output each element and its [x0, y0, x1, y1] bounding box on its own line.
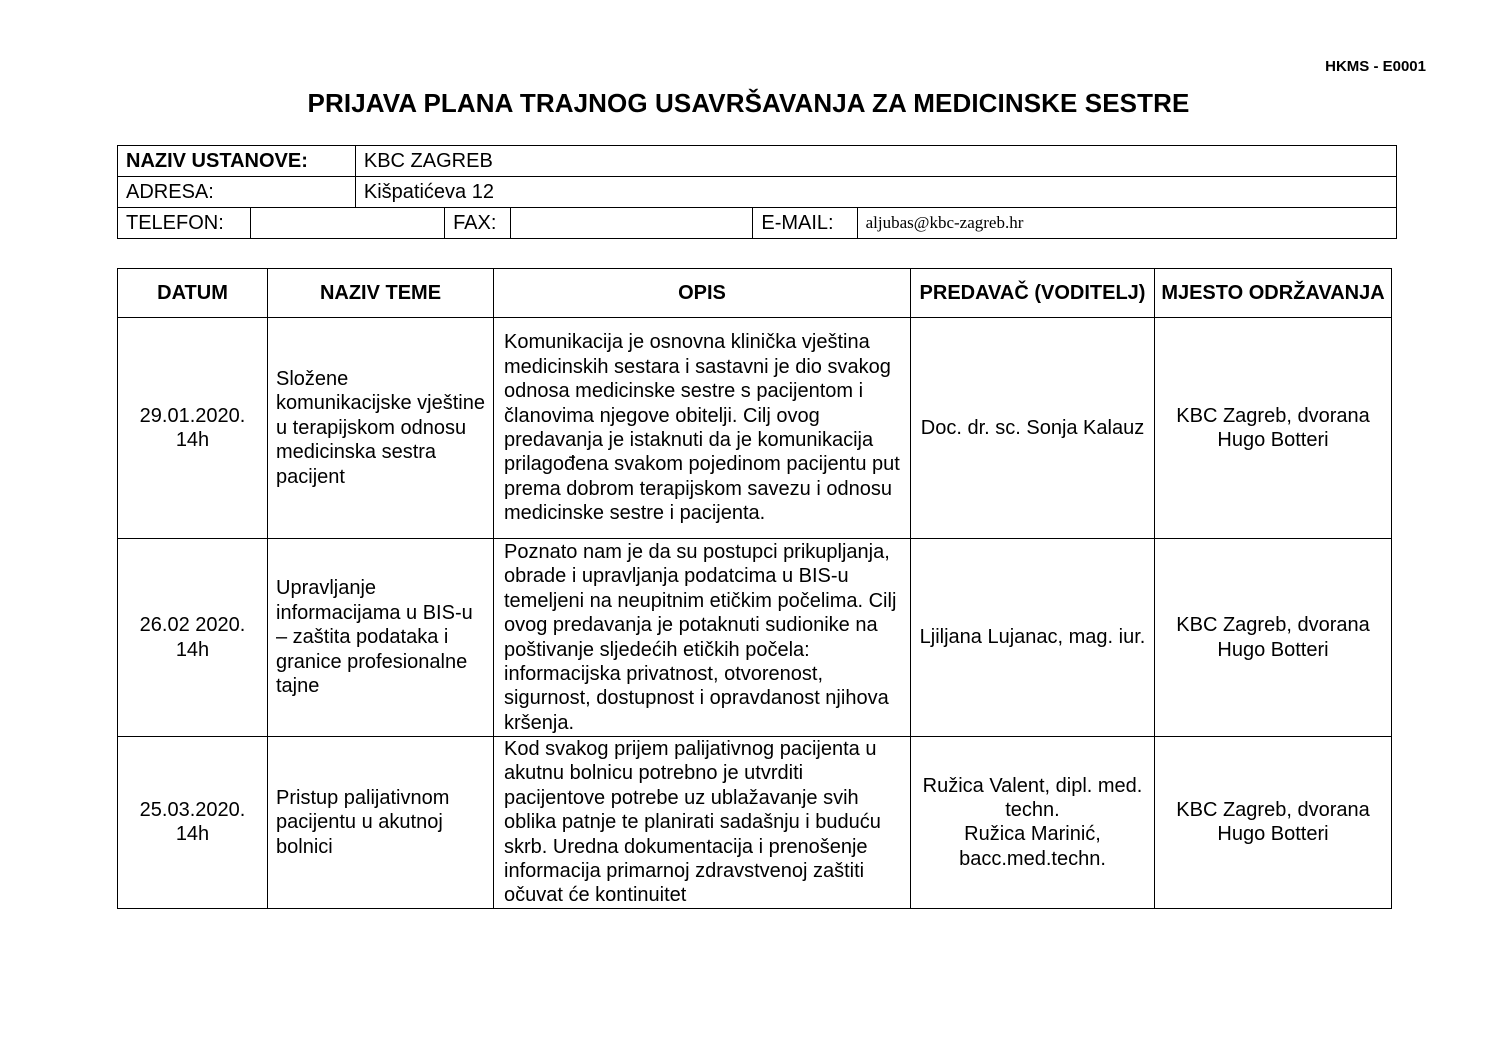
page-title: PRIJAVA PLANA TRAJNOG USAVRŠAVANJA ZA MEDICINSKE SESTRE [307, 88, 1190, 118]
institution-name-value: KBC ZAGREB [355, 146, 1396, 177]
plan-header-row [118, 269, 1392, 318]
lecturer-name: Ružica Marinić, bacc.med.techn. [959, 823, 1106, 870]
description-cell: Kod svakog prijem palijativnog pacijenta u akutnu bolnicu potrebno je utvrditi pacijentove potrebe uz ublažavanje svih oblika patnje te planirati sadašnju i buduću skrb. Uredna dokumentacija i prenošenje informacija primarnoj zdravstvenoj zaštiti očuvat će kontinuitet [494, 737, 911, 909]
education-plan-table [117, 268, 1392, 909]
table-row [118, 539, 1392, 737]
time-text: 14h [175, 638, 210, 661]
lecturer-cell [911, 539, 1155, 737]
institution-address-row [118, 177, 1397, 208]
lecturer-name: Doc. dr. sc. Sonja Kalauz [920, 416, 1145, 439]
table-row [118, 318, 1392, 539]
description-cell: Komunikacija je osnovna klinička vještina medicinskih sestara i sastavni je dio svakog odnosa medicinske sestre s pacijentom i članovima njegove obitelji. Cilj ovog predavanja je istaknuti da je komunikacija prilagođena svakom pojedinom pacijentu put prema dobrom terapijskom savezu i odnosu medicinske sestre i pacijenta. [494, 318, 911, 539]
table-row [118, 737, 1392, 909]
location-cell: KBC Zagreb, dvorana Hugo Botteri [1155, 539, 1392, 737]
institution-address-value: Kišpatićeva 12 [355, 177, 1396, 208]
institution-info-table [117, 145, 1397, 239]
date-cell [118, 539, 268, 737]
institution-name-row [118, 146, 1397, 177]
institution-name-label: NAZIV USTANOVE: [118, 146, 356, 177]
lecturer-cell [911, 318, 1155, 539]
header-location: MJESTO ODRŽAVANJA [1155, 269, 1392, 318]
document-code: HKMS - E0001 [1325, 58, 1426, 75]
date-text: 25.03.2020. [139, 799, 246, 822]
topic-cell: Složene komunikacijske vještine u terapijskom odnosu medicinska sestra pacijent [268, 318, 494, 539]
institution-address-label: ADRESA: [118, 177, 356, 208]
email-value: aljubas@kbc-zagreb.hr [857, 208, 1396, 239]
lecturer-cell [911, 737, 1155, 909]
header-description: OPIS [494, 269, 911, 318]
fax-value [510, 208, 752, 239]
time-text: 14h [175, 429, 210, 451]
phone-value [251, 208, 445, 239]
phone-label: TELEFON: [118, 208, 251, 239]
time-text: 14h [175, 823, 210, 846]
email-label: E-MAIL: [753, 208, 857, 239]
institution-contact-row [118, 208, 1397, 239]
header-lecturer: PREDAVAČ (VODITELJ) [911, 269, 1155, 318]
location-cell: KBC Zagreb, dvorana Hugo Botteri [1155, 318, 1392, 539]
fax-label: FAX: [445, 208, 511, 239]
header-date: DATUM [118, 269, 268, 318]
lecturer-name: Ružica Valent, dipl. med. techn. [922, 774, 1143, 822]
location-cell: KBC Zagreb, dvorana Hugo Botteri [1155, 737, 1392, 909]
date-text: 26.02 2020. [139, 614, 246, 637]
header-topic: NAZIV TEME [268, 269, 494, 318]
date-cell [118, 737, 268, 909]
description-cell: Poznato nam je da su postupci prikupljanja, obrade i upravljanja podatcima u BIS-u temeljeni na neupitnim etičkim počelima. Cilj ovog predavanja je potaknuti sudionike na poštivanje sljedećih etičkih počela: informacijska privatnost, otvorenost, sigurnost, dostupnost i opravdanost njihova kršenja. [494, 539, 911, 737]
topic-cell: Pristup palijativnom pacijentu u akutnoj bolnici [268, 737, 494, 909]
date-cell [118, 318, 268, 539]
date-text: 29.01.2020. [139, 404, 246, 427]
lecturer-name: Ljiljana Lujanac, mag. iur. [919, 626, 1146, 649]
topic-cell: Upravljanje informacijama u BIS-u – zaštita podataka i granice profesionalne tajne [268, 539, 494, 737]
